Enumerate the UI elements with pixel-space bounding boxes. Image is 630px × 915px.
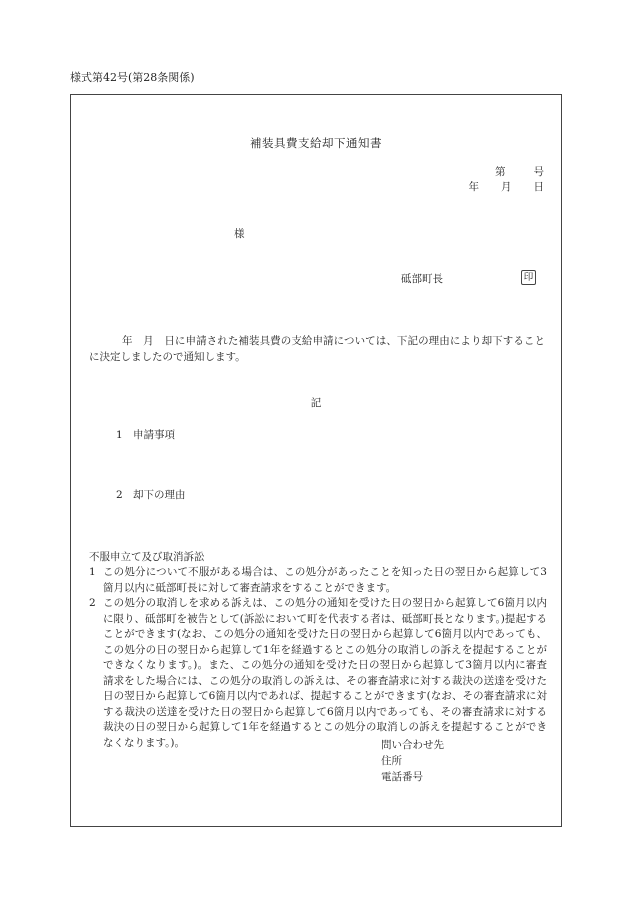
addressee: 様 (234, 228, 245, 240)
document-date (469, 180, 545, 195)
item-rejection-reason (116, 488, 186, 503)
intro-text: 年 月 日に申請された補装具費の支給申請については、下記の理由により却下することに決定しましたので通知します。 (89, 335, 545, 363)
item-label: 却下の理由 (133, 489, 186, 501)
document-number-prefix: 第 (495, 166, 506, 178)
form-number: 様式第42号(第28条関係) (70, 71, 195, 84)
ki-heading: 記 (310, 397, 322, 409)
issuer: 砥部町長 (401, 273, 443, 285)
remedy-number: 2 (89, 597, 96, 609)
document-number (495, 165, 544, 180)
item-label: 申請事項 (133, 429, 175, 441)
remedy-paragraph-2 (89, 596, 547, 751)
document-title: 補装具費支給却下通知書 (250, 136, 382, 150)
remedy-paragraph-1 (89, 565, 547, 596)
date-month: 月 (501, 181, 512, 193)
seal-mark: 印 (521, 270, 536, 285)
remedy-number: 1 (89, 566, 96, 578)
contact-heading: 問い合わせ先 (381, 739, 444, 751)
contact-block (381, 737, 444, 785)
date-year: 年 (468, 181, 479, 193)
contact-phone: 電話番号 (381, 771, 423, 783)
document-frame (70, 94, 562, 827)
item-number: 2 (116, 489, 123, 501)
remedy-heading: 不服申立て及び取消訴訟 (89, 551, 205, 563)
document-number-suffix: 号 (533, 166, 544, 178)
date-day: 日 (533, 181, 544, 193)
item-application-matter (116, 428, 175, 443)
item-number: 1 (116, 429, 123, 441)
remedy-text: この処分について不服がある場合は、この処分があったことを知った日の翌日から起算して3箇月以内に砥部町長に対して審査請求をすることができます。 (103, 566, 547, 594)
remedy-text: この処分の取消しを求める訴えは、この処分の通知を受けた日の翌日から起算して6箇月以内に限り、砥部町を被告として(訴訟において町を代表する者は、砥部町長となります。)提起することができます(なお、この処分の通知を受けた日の翌日から起算して6箇月以内であっても、この処分の日の翌日から起算して1年を経過するとこの処分の取消しの訴えを提起することができなくなります。)。また、この処分の通知を受けた日の翌日から起算して3箇月以内に審査請求をした場合には、この処分の取消しの訴えは、その審査請求に対する裁決の送達を受けた日の翌日から起算して6箇月以内であれば、提起することができます(なお、その審査請求に対する裁決の送達を受けた日の翌日から起算して6箇月以内であっても、その審査請求に対する裁決の日の翌日から起算して1年を経過するとこの処分の取消しの訴えを提起することができなくなります。)。 (103, 597, 547, 749)
contact-address: 住所 (381, 755, 402, 767)
